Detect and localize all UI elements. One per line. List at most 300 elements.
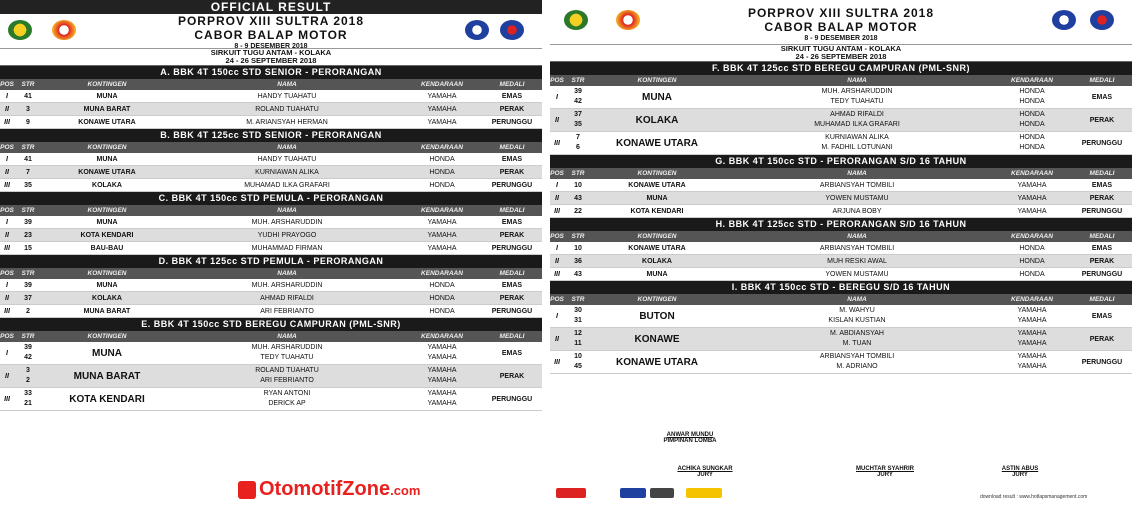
start-number bbox=[14, 169, 42, 176]
signature-jury-3 bbox=[980, 466, 1060, 478]
start-number bbox=[14, 282, 42, 289]
start-number-line: 35 bbox=[24, 181, 32, 189]
koni-logo-icon bbox=[52, 20, 76, 40]
position: I bbox=[556, 312, 558, 320]
position: I bbox=[556, 93, 558, 101]
vehicle-line: YAMAHA bbox=[1017, 181, 1047, 189]
rider-name bbox=[722, 182, 992, 189]
column-header bbox=[550, 231, 1132, 242]
position: III bbox=[554, 358, 560, 366]
event-title: PORPROV XIII SULTRA 2018 bbox=[177, 14, 365, 28]
signer-role: PIMPINAN LOMBA bbox=[663, 438, 717, 444]
table-row bbox=[550, 192, 1132, 205]
signer-name: ACHIKA SUNGKAR bbox=[677, 466, 733, 472]
section-title: B. BBK 4T 125cc STD SENIOR - PERORANGAN bbox=[0, 129, 542, 142]
table-row bbox=[550, 179, 1132, 192]
start-number-line: 37 bbox=[574, 111, 582, 118]
venue-block bbox=[550, 45, 1132, 62]
rider-name bbox=[172, 308, 402, 315]
vehicle-line: HONDA bbox=[1019, 98, 1045, 105]
contingent: KONAWE UTARA bbox=[615, 137, 699, 149]
column-header-kon: KONTINGEN bbox=[637, 77, 677, 84]
start-number-line: 45 bbox=[574, 363, 582, 370]
medal: EMAS bbox=[1091, 181, 1113, 189]
start-number bbox=[14, 119, 42, 126]
signer-name: ASTIN ABUS bbox=[1001, 466, 1039, 472]
column-header-str: STR bbox=[571, 77, 585, 84]
rider-name-line: M. ABDIANSYAH bbox=[830, 330, 884, 337]
vehicle bbox=[402, 282, 482, 289]
medal: PERUNGGU bbox=[1081, 270, 1123, 278]
signer-name: MUCHTAR SYAHRIR bbox=[855, 466, 914, 472]
rider-name-line: M. WAHYU bbox=[839, 307, 875, 314]
contingent: MUNA bbox=[92, 347, 122, 359]
rider-name bbox=[172, 295, 402, 302]
position: III bbox=[554, 139, 560, 147]
vehicle-line: YAMAHA bbox=[427, 390, 457, 397]
medal: PERAK bbox=[499, 105, 525, 113]
result-section bbox=[550, 281, 1132, 374]
vehicle-line: YAMAHA bbox=[427, 367, 457, 374]
vehicle bbox=[402, 295, 482, 302]
table-row bbox=[550, 86, 1132, 109]
vehicle-line: YAMAHA bbox=[1017, 307, 1047, 314]
contingent: KOLAKA bbox=[92, 181, 122, 189]
medal: PERUNGGU bbox=[1081, 139, 1123, 147]
column-header-ken: KENDARAAN bbox=[421, 144, 463, 151]
table-row bbox=[0, 179, 542, 192]
start-number-line: 43 bbox=[574, 270, 582, 278]
vehicle bbox=[402, 93, 482, 100]
start-number bbox=[564, 352, 592, 372]
result-section bbox=[0, 129, 542, 192]
imi-logo-icon bbox=[1052, 10, 1076, 30]
column-header-pos: POS bbox=[0, 270, 14, 277]
start-number-line: 3 bbox=[26, 367, 30, 374]
rider-name-line: AHMAD RIFALDI bbox=[260, 294, 314, 302]
start-number bbox=[564, 110, 592, 130]
rider-name-line: M. FADHIL LOTUNANI bbox=[821, 144, 893, 151]
table-row bbox=[550, 109, 1132, 132]
table-row bbox=[550, 268, 1132, 281]
table-row bbox=[0, 305, 542, 318]
column-header-med: MEDALI bbox=[1089, 77, 1115, 84]
column-header-nama: NAMA bbox=[847, 77, 867, 84]
venue-date: 24 - 26 SEPTEMBER 2018 bbox=[225, 56, 317, 65]
vehicle-line: YAMAHA bbox=[1017, 353, 1047, 360]
position: I bbox=[556, 244, 558, 252]
rider-name bbox=[172, 366, 402, 386]
official-result-banner: OFFICIAL RESULT bbox=[0, 0, 542, 14]
position: I bbox=[6, 155, 8, 163]
vehicle bbox=[992, 245, 1072, 252]
column-header-nama: NAMA bbox=[847, 296, 867, 303]
start-number-line: 2 bbox=[26, 307, 30, 315]
signature-race-director bbox=[650, 432, 730, 444]
vehicle bbox=[992, 133, 1072, 153]
rider-name bbox=[722, 133, 992, 153]
column-header-kon: KONTINGEN bbox=[637, 170, 677, 177]
start-number-line: 41 bbox=[24, 92, 32, 100]
column-header-pos: POS bbox=[0, 144, 14, 151]
start-number-line: 39 bbox=[24, 218, 32, 226]
vehicle bbox=[992, 87, 1072, 107]
watermark-logo-icon bbox=[238, 481, 256, 499]
column-header-str: STR bbox=[21, 144, 35, 151]
start-number-line: 42 bbox=[24, 354, 32, 361]
result-section bbox=[0, 255, 542, 318]
column-header-str: STR bbox=[21, 270, 35, 277]
rider-name bbox=[172, 93, 402, 100]
contingent: MUNA BARAT bbox=[83, 307, 131, 315]
rider-name-line: ARI FEBRIANTO bbox=[260, 307, 314, 315]
medal: PERAK bbox=[499, 168, 525, 176]
column-header-med: MEDALI bbox=[499, 333, 525, 340]
rider-name-line: KURNIAWAN ALIKA bbox=[825, 134, 889, 141]
column-header-pos: POS bbox=[0, 207, 14, 214]
start-number-line: 36 bbox=[574, 257, 582, 265]
position: III bbox=[4, 307, 10, 315]
section-title: A. BBK 4T 150cc STD SENIOR - PERORANGAN bbox=[0, 66, 542, 79]
start-number-line: 23 bbox=[24, 231, 32, 239]
position: III bbox=[4, 244, 10, 252]
contingent: MUNA BARAT bbox=[73, 370, 141, 382]
start-number-line: 6 bbox=[576, 144, 580, 151]
table-row bbox=[0, 342, 542, 365]
rider-name bbox=[722, 195, 992, 202]
position: III bbox=[554, 207, 560, 215]
contingent: KOTA KENDARI bbox=[630, 207, 684, 215]
watermark bbox=[238, 478, 420, 501]
rider-name bbox=[722, 271, 992, 278]
rider-name-line: ROLAND TUAHATU bbox=[255, 367, 319, 374]
contingent: KONAWE UTARA bbox=[615, 356, 699, 368]
table-row bbox=[0, 103, 542, 116]
column-header-pos: POS bbox=[550, 296, 564, 303]
start-number-line: 39 bbox=[574, 88, 582, 95]
table-row bbox=[550, 305, 1132, 328]
position: I bbox=[6, 349, 8, 357]
start-number bbox=[564, 208, 592, 215]
position: III bbox=[554, 270, 560, 278]
event-subtitle: CABOR BALAP MOTOR bbox=[764, 20, 918, 34]
koni-logo-icon bbox=[616, 10, 640, 30]
table-row bbox=[0, 279, 542, 292]
column-header bbox=[550, 294, 1132, 305]
column-header bbox=[550, 75, 1132, 86]
contingent: KONAWE UTARA bbox=[628, 244, 686, 252]
vehicle-line: YAMAHA bbox=[427, 377, 457, 384]
rider-name-line: ARBIANSYAH TOMBILI bbox=[819, 244, 895, 252]
vehicle-line: YAMAHA bbox=[427, 244, 457, 252]
vehicle-line: HONDA bbox=[1019, 111, 1045, 118]
result-section bbox=[0, 192, 542, 255]
column-header-str: STR bbox=[571, 233, 585, 240]
start-number-line: 42 bbox=[574, 98, 582, 105]
vehicle-line: HONDA bbox=[429, 181, 455, 189]
vehicle-line: YAMAHA bbox=[427, 105, 457, 113]
medal: EMAS bbox=[501, 92, 523, 100]
result-section bbox=[550, 62, 1132, 155]
start-number-line: 10 bbox=[574, 353, 582, 360]
vehicle bbox=[992, 258, 1072, 265]
medal: PERAK bbox=[499, 294, 525, 302]
column-header-nama: NAMA bbox=[277, 207, 297, 214]
vehicle-line: YAMAHA bbox=[1017, 194, 1047, 202]
start-number-line: 2 bbox=[26, 377, 30, 384]
rider-name-line: MUH. ARSHARUDDIN bbox=[251, 344, 323, 351]
sheet-header bbox=[0, 14, 542, 49]
rider-name-line: MUH. ARSHARUDDIN bbox=[251, 218, 323, 226]
start-number bbox=[14, 366, 42, 386]
start-number-line: 11 bbox=[574, 340, 582, 347]
venue-block bbox=[0, 49, 542, 66]
column-header bbox=[0, 79, 542, 90]
position: II bbox=[5, 231, 9, 239]
table-row bbox=[0, 216, 542, 229]
column-header-ken: KENDARAAN bbox=[1011, 77, 1053, 84]
contingent: KONAWE UTARA bbox=[78, 118, 136, 126]
column-header-ken: KENDARAAN bbox=[421, 81, 463, 88]
start-number-line: 10 bbox=[574, 244, 582, 252]
start-number-line: 39 bbox=[24, 281, 32, 289]
vehicle-line: YAMAHA bbox=[1017, 363, 1047, 370]
start-number-line: 41 bbox=[24, 155, 32, 163]
medal: EMAS bbox=[501, 349, 523, 357]
result-section bbox=[0, 66, 542, 129]
medal: PERUNGGU bbox=[1081, 358, 1123, 366]
column-header-nama: NAMA bbox=[277, 333, 297, 340]
vehicle-line: YAMAHA bbox=[427, 218, 457, 226]
vehicle bbox=[992, 306, 1072, 326]
vehicle bbox=[992, 329, 1072, 349]
table-row bbox=[0, 292, 542, 305]
start-number bbox=[564, 329, 592, 349]
event-title: PORPROV XIII SULTRA 2018 bbox=[747, 6, 935, 20]
column-header-str: STR bbox=[571, 170, 585, 177]
column-header-kon: KONTINGEN bbox=[87, 207, 127, 214]
vehicle-line: HONDA bbox=[1019, 257, 1045, 265]
start-number bbox=[14, 232, 42, 239]
watermark-text: OtomotifZone bbox=[259, 478, 391, 500]
column-header-nama: NAMA bbox=[277, 81, 297, 88]
start-number bbox=[14, 182, 42, 189]
rider-name bbox=[172, 245, 402, 252]
start-number bbox=[564, 133, 592, 153]
signature-jury-2 bbox=[840, 466, 930, 478]
start-number-line: 21 bbox=[24, 400, 32, 407]
rider-name-line: YOWEN MUSTAMU bbox=[825, 194, 889, 202]
sheet-header bbox=[550, 0, 1132, 45]
vehicle-line: YAMAHA bbox=[1017, 330, 1047, 337]
rider-name-line: DERICK AP bbox=[268, 400, 306, 407]
vehicle-line: YAMAHA bbox=[427, 344, 457, 351]
medal: PERUNGGU bbox=[491, 244, 533, 252]
vehicle bbox=[402, 219, 482, 226]
vehicle bbox=[992, 271, 1072, 278]
vehicle bbox=[992, 182, 1072, 189]
vehicle bbox=[402, 169, 482, 176]
column-header-med: MEDALI bbox=[499, 207, 525, 214]
section-title: D. BBK 4T 125cc STD PEMULA - PERORANGAN bbox=[0, 255, 542, 268]
start-number-line: 30 bbox=[574, 307, 582, 314]
rider-name-line: TEDY TUAHATU bbox=[830, 98, 884, 105]
rider-name-line: YUDHI PRAYOGO bbox=[257, 231, 317, 239]
start-number bbox=[14, 219, 42, 226]
imi-logo-icon bbox=[465, 20, 489, 40]
rider-name-line: YOWEN MUSTAMU bbox=[825, 270, 889, 278]
column-header-kon: KONTINGEN bbox=[87, 144, 127, 151]
column-header-kon: KONTINGEN bbox=[637, 233, 677, 240]
rider-name bbox=[172, 169, 402, 176]
column-header bbox=[0, 205, 542, 216]
position: III bbox=[4, 118, 10, 126]
column-header bbox=[0, 142, 542, 153]
rider-name bbox=[722, 208, 992, 215]
column-header-med: MEDALI bbox=[1089, 170, 1115, 177]
vehicle bbox=[402, 308, 482, 315]
province-logo-icon bbox=[564, 10, 588, 30]
medal: PERAK bbox=[1089, 257, 1115, 265]
column-header bbox=[550, 168, 1132, 179]
rider-name-line: M. ADRIANO bbox=[836, 363, 878, 370]
vehicle bbox=[402, 366, 482, 386]
rider-name-line: ROLAND TUAHATU bbox=[255, 105, 319, 113]
medal: EMAS bbox=[501, 155, 523, 163]
vehicle bbox=[402, 245, 482, 252]
rider-name-line: RYAN ANTONI bbox=[263, 390, 311, 397]
contingent: KONAWE UTARA bbox=[78, 168, 136, 176]
start-number-line: 7 bbox=[26, 168, 30, 176]
contingent: KOLAKA bbox=[92, 294, 122, 302]
column-header-pos: POS bbox=[550, 233, 564, 240]
rider-name bbox=[722, 329, 992, 349]
vehicle-line: YAMAHA bbox=[427, 354, 457, 361]
rider-name bbox=[172, 219, 402, 226]
contingent: KONAWE bbox=[634, 333, 680, 345]
start-number bbox=[564, 195, 592, 202]
rider-name-line: MUH RESKI AWAL bbox=[827, 257, 887, 265]
download-footer: download result : www.hotlapsmanagement.com bbox=[980, 494, 1088, 500]
table-row bbox=[550, 242, 1132, 255]
left-sections bbox=[0, 66, 542, 411]
position: II bbox=[555, 194, 559, 202]
medal: EMAS bbox=[1091, 244, 1113, 252]
rider-name bbox=[722, 245, 992, 252]
vehicle-line: YAMAHA bbox=[1017, 317, 1047, 324]
watermark-suffix: .com bbox=[390, 483, 421, 498]
vehicle bbox=[402, 156, 482, 163]
contingent: KOTA KENDARI bbox=[80, 231, 134, 239]
rider-name bbox=[722, 110, 992, 130]
medal: PERUNGGU bbox=[491, 395, 533, 403]
position: II bbox=[5, 105, 9, 113]
vehicle-line: YAMAHA bbox=[1017, 207, 1047, 215]
vehicle bbox=[992, 110, 1072, 130]
vehicle-line: HONDA bbox=[429, 155, 455, 163]
table-row bbox=[0, 365, 542, 388]
contingent: MUNA bbox=[642, 91, 672, 103]
rider-name bbox=[172, 182, 402, 189]
column-header-med: MEDALI bbox=[499, 81, 525, 88]
rider-name-line: HANDY TUAHATU bbox=[257, 92, 317, 100]
column-header-pos: POS bbox=[0, 81, 14, 88]
position: II bbox=[555, 335, 559, 343]
medal: EMAS bbox=[501, 281, 523, 289]
rider-name-line: MUH. ARSHARUDDIN bbox=[251, 281, 323, 289]
rider-name bbox=[172, 156, 402, 163]
rider-name-line: MUHAMAD ILKA GRAFARI bbox=[244, 181, 330, 189]
start-number-line: 7 bbox=[576, 134, 580, 141]
rider-name bbox=[172, 232, 402, 239]
column-header-str: STR bbox=[21, 333, 35, 340]
contingent: MUNA bbox=[96, 281, 118, 289]
medal: PERUNGGU bbox=[491, 307, 533, 315]
column-header-med: MEDALI bbox=[499, 270, 525, 277]
column-header-med: MEDALI bbox=[499, 144, 525, 151]
vehicle bbox=[402, 119, 482, 126]
table-row bbox=[550, 255, 1132, 268]
column-header-str: STR bbox=[21, 81, 35, 88]
start-number-line: 31 bbox=[574, 317, 582, 324]
medal: PERAK bbox=[1089, 116, 1115, 124]
start-number-line: 9 bbox=[26, 118, 30, 126]
medal: PERUNGGU bbox=[491, 118, 533, 126]
vehicle bbox=[992, 352, 1072, 372]
start-number-line: 15 bbox=[24, 244, 32, 252]
left-result-sheet bbox=[0, 0, 542, 509]
contingent: KONAWE UTARA bbox=[628, 181, 686, 189]
rider-name-line: M. ARIANSYAH HERMAN bbox=[246, 118, 328, 126]
column-header-ken: KENDARAAN bbox=[421, 207, 463, 214]
vehicle-line: HONDA bbox=[429, 281, 455, 289]
table-row bbox=[0, 229, 542, 242]
rider-name bbox=[722, 352, 992, 372]
column-header bbox=[0, 331, 542, 342]
section-title: G. BBK 4T 150cc STD - PERORANGAN S/D 16 TAHUN bbox=[550, 155, 1132, 168]
start-number bbox=[14, 343, 42, 363]
position: II bbox=[555, 257, 559, 265]
contingent: MUNA bbox=[96, 218, 118, 226]
rider-name bbox=[172, 389, 402, 409]
vehicle-line: HONDA bbox=[429, 294, 455, 302]
sponsor-logo-4 bbox=[686, 488, 722, 498]
column-header-kon: KONTINGEN bbox=[87, 81, 127, 88]
kolaka-logo-icon bbox=[1090, 10, 1114, 30]
vehicle-line: YAMAHA bbox=[427, 400, 457, 407]
vehicle-line: HONDA bbox=[1019, 144, 1045, 151]
start-number bbox=[564, 245, 592, 252]
rider-name-line: KURNIAWAN ALIKA bbox=[255, 168, 319, 176]
column-header-kon: KONTINGEN bbox=[87, 333, 127, 340]
rider-name-line: MUHAMAD ILKA GRAFARI bbox=[814, 121, 900, 128]
column-header-pos: POS bbox=[550, 77, 564, 84]
position: II bbox=[5, 372, 9, 380]
vehicle bbox=[992, 208, 1072, 215]
vehicle bbox=[402, 389, 482, 409]
result-section bbox=[0, 318, 542, 411]
start-number bbox=[564, 271, 592, 278]
rider-name-line: AHMAD RIFALDI bbox=[830, 111, 884, 118]
table-row bbox=[550, 328, 1132, 351]
rider-name-line: HANDY TUAHATU bbox=[257, 155, 317, 163]
section-title: E. BBK 4T 150cc STD BEREGU CAMPURAN (PML-SNR) bbox=[0, 318, 542, 331]
vehicle bbox=[402, 343, 482, 363]
result-section bbox=[550, 218, 1132, 281]
position: II bbox=[5, 168, 9, 176]
contingent: MUNA bbox=[96, 92, 118, 100]
vehicle-line: HONDA bbox=[429, 168, 455, 176]
